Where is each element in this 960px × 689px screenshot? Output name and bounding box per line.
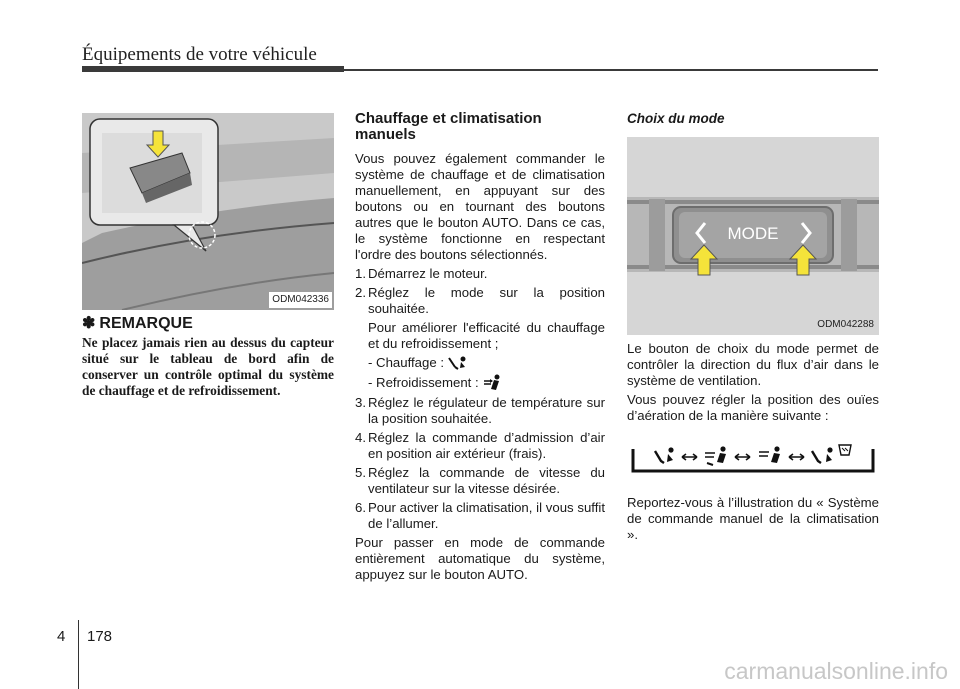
outro-paragraph: Pour passer en mode de commande entièrement automatique du système, appuyez sur le bouton AUTO. bbox=[355, 535, 605, 582]
step-item: 1. Démarrez le moteur. bbox=[355, 266, 488, 281]
note-title-row bbox=[82, 316, 334, 332]
mode-para-1: Le bouton de choix du mode permet de contrôler la direction du flux d’air dans le système de ventilation. bbox=[627, 341, 879, 388]
double-arrow-icon bbox=[735, 454, 750, 460]
step-item: 2. Réglez le mode sur la position souhaitée. bbox=[355, 285, 605, 316]
mode-button-figure bbox=[627, 137, 879, 335]
floor-vent-icon bbox=[447, 355, 469, 371]
floor-mode-icon bbox=[655, 447, 674, 463]
face-mode-icon bbox=[759, 446, 780, 463]
step-item: 5. Réglez la commande de vitesse du ventilateur sur la vitesse désirée. bbox=[355, 465, 605, 496]
figure-code-label: ODM042288 bbox=[817, 319, 874, 330]
column-left bbox=[82, 113, 334, 399]
mode-para-2: Vous pouvez régler la position des ouïes d’aération de la manière suivante : bbox=[627, 392, 879, 423]
column-middle bbox=[355, 111, 605, 586]
chapter-number: 4 bbox=[57, 628, 66, 645]
step2-subtext: Pour améliorer l'efficacité du chauffage et du refroidissement ; bbox=[368, 320, 605, 351]
mode-button-text: MODE bbox=[727, 224, 779, 243]
figure-code-label: ODM042336 bbox=[269, 292, 332, 308]
step-item: 6. Pour activer la climatisation, il vous suffit de l’allumer. bbox=[355, 500, 605, 531]
note-body: Ne placez jamais rien au dessus du capteur situé sur le tableau de bord afin de conserver un contrôle optimal du système de chauffage et de refroidissement. bbox=[82, 335, 334, 398]
footer-divider bbox=[78, 620, 79, 689]
column-right bbox=[627, 111, 879, 546]
dashboard-sensor-illustration bbox=[82, 113, 334, 310]
cooling-item: - Refroidissement : bbox=[355, 374, 605, 392]
heating-item: - Chauffage : bbox=[355, 355, 605, 371]
double-arrow-icon bbox=[682, 454, 697, 460]
header-rule-thick bbox=[82, 66, 344, 72]
section-title: Chauffage et climatisation manuels bbox=[355, 110, 542, 143]
mode-choice-title: Choix du mode bbox=[627, 111, 725, 126]
header-rule-thin bbox=[344, 69, 878, 71]
mode-sequence-diagram bbox=[627, 441, 879, 477]
mode-button-illustration bbox=[627, 137, 879, 335]
watermark: carmanualsonline.info bbox=[724, 658, 948, 684]
note-title: REMARQUE bbox=[99, 315, 193, 332]
intro-paragraph: Vous pouvez également commander le système de chauffage et de climatisation manuellement, en appuyant sur des boutons ou en tournant des boutons autres que le bouton AUTO. Dans ce cas, le système fonctionne en respectant l'ordre des boutons sélectionnés. bbox=[355, 151, 605, 262]
double-arrow-icon bbox=[789, 454, 804, 460]
page-number: 178 bbox=[87, 628, 113, 645]
step-item: 4. Réglez la commande d’admission d’air en position air extérieur (frais). bbox=[355, 430, 605, 461]
face-vent-icon bbox=[482, 374, 504, 392]
sensor-figure bbox=[82, 113, 334, 310]
page-header-title: Équipements de votre véhicule bbox=[82, 44, 317, 65]
bi-level-mode-icon bbox=[705, 446, 726, 465]
step-item: 3. Réglez le régulateur de température sur la position souhaitée. bbox=[355, 395, 605, 426]
mode-para-3: Reportez-vous à l’illustration du « Système de commande manuel de la climatisation ». bbox=[627, 495, 879, 542]
asterisk-note-icon: ✽ bbox=[82, 315, 96, 332]
floor-defrost-mode-icon bbox=[812, 445, 851, 463]
